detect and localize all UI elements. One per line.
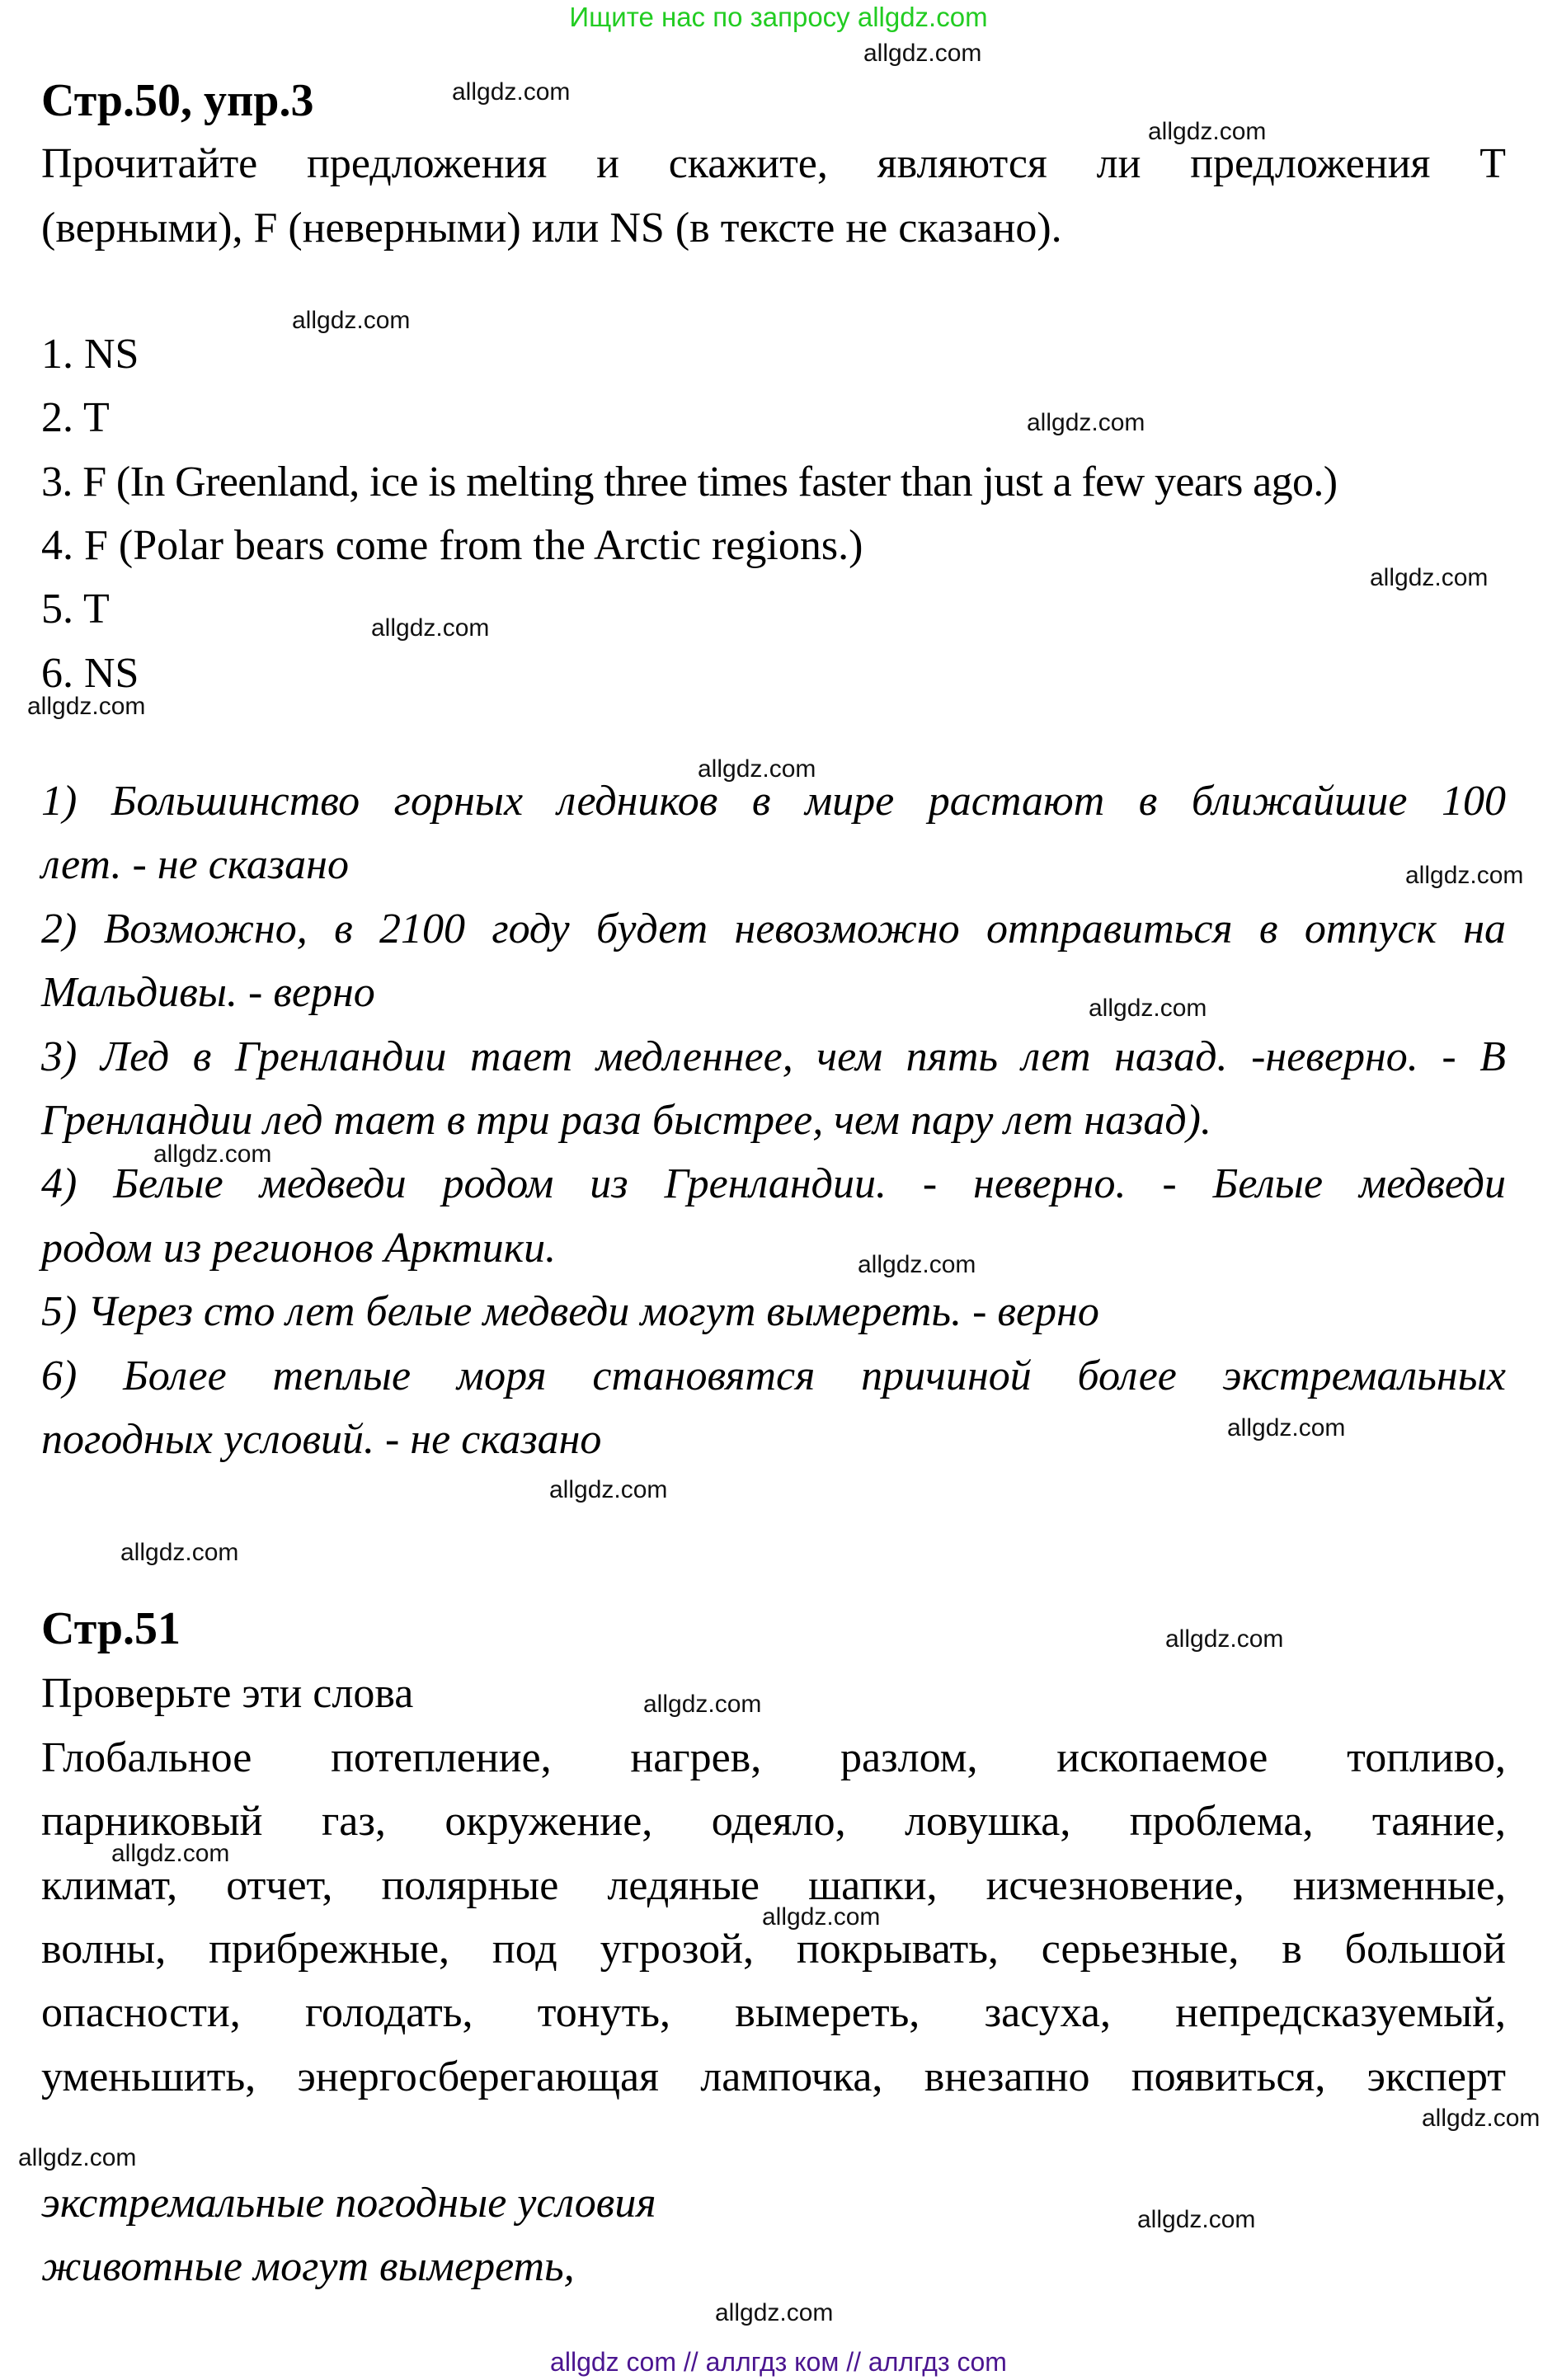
watermark: allgdz.com [27,693,146,720]
watermark: allgdz.com [858,1251,976,1278]
section-title: Стр.51 [41,1603,181,1654]
watermark: allgdz.com [643,1691,762,1718]
word-line: волны, прибрежные, под угрозой, покрывать, серьезные, в большой [41,1926,1506,1973]
answer-item: 4. F (Polar bears come from the Arctic regions.) [41,522,863,569]
word-line: уменьшить, энергосберегающая лампочка, внезапно появиться, эксперт [41,2053,1506,2100]
watermark: allgdz.com [1165,1625,1284,1653]
watermark: allgdz.com [1227,1414,1346,1442]
translation-line: 5) Через сто лет белые медведи могут вымереть. - верно [41,1288,1099,1335]
translation-line: лет. - не сказано [41,841,349,888]
answer-item: 1. NS [41,331,139,378]
instruction-line: Прочитайте предложения и скажите, являются ли предложения T [41,140,1506,187]
instruction-line: (верными), F (неверными) или NS (в тексте не сказано). [41,205,1062,252]
translation-line: 4) Белые медведи родом из Гренландии. - неверно. - Белые медведи [41,1160,1506,1207]
watermark: allgdz.com [715,2299,834,2326]
translation-line: Гренландии лед тает в три раза быстрее, чем пару лет назад). [41,1097,1211,1144]
watermark: allgdz.com [863,40,982,67]
watermark: allgdz.com [1137,2206,1256,2233]
watermark: allgdz.com [1422,2105,1541,2132]
translation-line: Мальдивы. - верно [41,969,375,1016]
word-line: Глобальное потепление, нагрев, разлом, ископаемое топливо, [41,1734,1506,1781]
watermark: allgdz.com [1405,862,1524,889]
phrase-line: экстремальные погодные условия [41,2180,656,2227]
watermark: allgdz.com [1148,118,1267,145]
watermark: allgdz.com [292,307,411,334]
search-banner: Ищите нас по запросу allgdz.com [569,2,988,32]
phrase-line: животные могут вымереть, [41,2243,575,2290]
watermark: allgdz.com [120,1539,239,1566]
watermark: allgdz.com [18,2144,137,2171]
watermark: allgdz.com [371,614,490,642]
watermark: allgdz.com [549,1476,668,1503]
translation-line: погодных условий. - не сказано [41,1416,602,1463]
watermark: allgdz.com [153,1141,272,1168]
watermark: allgdz.com [1370,564,1489,591]
word-line: парниковый газ, окружение, одеяло, ловушка, проблема, таяние, [41,1798,1506,1845]
word-line: опасности, голодать, тонуть, вымереть, засуха, непредсказуемый, [41,1989,1506,2036]
section-subtitle: Проверьте эти слова [41,1670,414,1717]
word-line: климат, отчет, полярные ледяные шапки, исчезновение, низменные, [41,1862,1506,1909]
answer-item: 6. NS [41,650,139,697]
answer-item: 2. T [41,394,110,441]
watermark: allgdz.com [762,1903,881,1931]
translation-line: 6) Более теплые моря становятся причиной более экстремальных [41,1352,1506,1399]
translation-line: 2) Возможно, в 2100 году будет невозможно отправиться в отпуск на [41,905,1506,952]
translation-line: 3) Лед в Гренландии тает медленнее, чем пять лет назад. -неверно. - В [41,1033,1506,1080]
watermark: allgdz.com [452,78,571,106]
watermark: allgdz.com [698,755,816,783]
watermark: allgdz.com [1027,409,1145,436]
translation-line: родом из регионов Арктики. [41,1225,557,1272]
watermark: allgdz.com [111,1840,230,1867]
footer-links: allgdz com // аллгдз ком // аллгдз com [550,2347,1007,2377]
answer-item: 3. F (In Greenland, ice is melting three times faster than just a few years ago.) [41,459,1338,506]
watermark: allgdz.com [1089,995,1207,1022]
section-title: Стр.50, упр.3 [41,75,314,126]
translation-line: 1) Большинство горных ледников в мире растают в ближайшие 100 [41,778,1506,825]
answer-item: 5. T [41,586,110,633]
